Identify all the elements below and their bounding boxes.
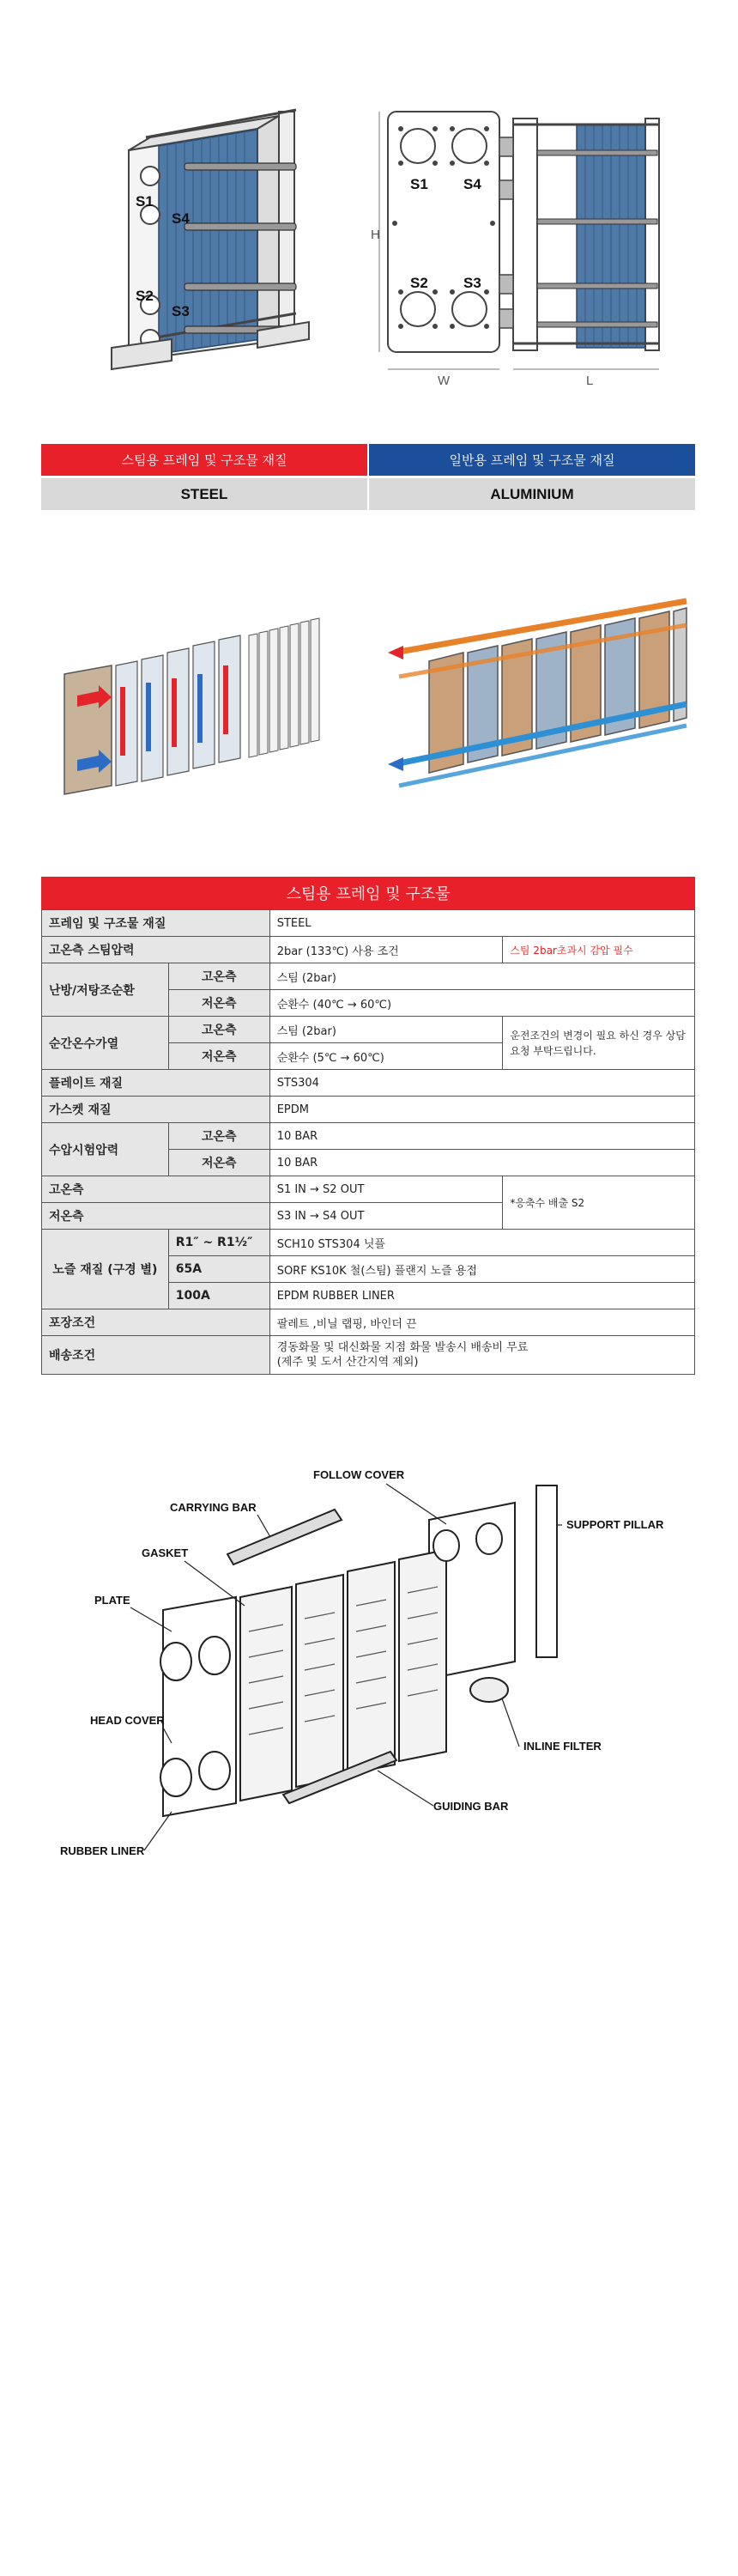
nozzle-r1: R1″ ~ R1½″ <box>168 1230 269 1256</box>
heating-label: 난방/저탕조순환 <box>42 963 169 1017</box>
port-cold-label: 저온측 <box>42 1203 270 1230</box>
table-row <box>42 1176 695 1203</box>
label-support-pillar: SUPPORT PILLAR <box>566 1518 664 1531</box>
packing-label: 포장조건 <box>42 1309 270 1336</box>
steam-exploded-illustration <box>64 618 319 794</box>
table-row <box>42 910 695 937</box>
port-note: *응축수 배출 S2 <box>503 1176 695 1230</box>
delivery-value-line-1: 경동화물 및 대신화물 지점 화물 발송시 배송비 무료 <box>276 1341 529 1354</box>
spec-title: 스팀용 프레임 및 구조물 <box>41 877 695 909</box>
nozzle-65-value: SORF KS10K 철(스팀) 플랜지 노즐 용접 <box>269 1256 694 1283</box>
test-hot-value: 10 BAR <box>269 1123 694 1150</box>
instant-hot-value: 스팀 (2bar) <box>269 1017 503 1043</box>
front-label-s4: S4 <box>463 176 481 192</box>
front-view <box>371 112 499 388</box>
carrying-bar-shape <box>227 1510 342 1564</box>
label-guiding-bar: GUIDING BAR <box>433 1800 509 1813</box>
front-label-s2: S2 <box>410 275 428 291</box>
test-cold-side: 저온측 <box>168 1150 269 1176</box>
frame-label: 프레임 및 구조물 재질 <box>42 910 270 937</box>
delivery-value-line-2: (제주 및 도서 산간지역 제외) <box>276 1356 419 1369</box>
general-material-value: ALUMINIUM <box>367 476 695 510</box>
delivery-value <box>269 1336 694 1375</box>
general-flow-illustration <box>388 601 687 786</box>
gasket-value: EPDM <box>269 1097 694 1123</box>
frame-value: STEEL <box>269 910 694 937</box>
instant-cold-value: 순환수 (5℃ → 60℃) <box>269 1043 503 1070</box>
test-label: 수압시험압력 <box>42 1123 169 1176</box>
heating-hot-value: 스팀 (2bar) <box>269 963 694 990</box>
table-row <box>42 1097 695 1123</box>
iso-label-s3: S3 <box>172 303 190 319</box>
steam-material-header: 스팀용 프레임 및 구조물 재질 <box>41 444 367 476</box>
label-inline-filter: INLINE FILTER <box>523 1740 602 1753</box>
iso-label-s1: S1 <box>136 193 154 210</box>
heating-hot-side: 고온측 <box>168 963 269 990</box>
flow-illustrations <box>0 584 738 807</box>
table-row <box>42 1230 695 1256</box>
spec-table <box>41 909 695 1375</box>
dim-w: W <box>438 374 451 388</box>
port-hot-label: 고온측 <box>42 1176 270 1203</box>
isometric-exchanger <box>112 110 309 369</box>
front-label-s3: S3 <box>463 275 481 291</box>
plate-label: 플레이트 재질 <box>42 1070 270 1097</box>
table-row <box>42 1017 695 1043</box>
table-row <box>42 1336 695 1375</box>
port-cold-value: S3 IN → S4 OUT <box>269 1203 503 1230</box>
heating-cold-value: 순환수 (40℃ → 60℃) <box>269 990 694 1017</box>
inline-filter-shape <box>470 1678 508 1702</box>
nozzle-100: 100A <box>168 1283 269 1309</box>
side-view <box>499 118 659 388</box>
dim-l: L <box>586 374 594 388</box>
table-row <box>42 1309 695 1336</box>
instant-label: 순간온수가열 <box>42 1017 169 1070</box>
steam-pressure-label: 고온측 스팀압력 <box>42 937 270 963</box>
nozzle-100-value: EPDM RUBBER LINER <box>269 1283 694 1309</box>
label-follow-cover: FOLLOW COVER <box>313 1468 405 1481</box>
steam-pressure-note: 스팀 2bar초과시 감압 필수 <box>503 937 695 963</box>
test-hot-side: 고온측 <box>168 1123 269 1150</box>
exploded-parts-diagram <box>0 1460 738 1906</box>
table-row <box>42 1123 695 1150</box>
delivery-label: 배송조건 <box>42 1336 270 1375</box>
nozzle-65: 65A <box>168 1256 269 1283</box>
heat-exchanger-dimension-diagram <box>0 0 738 404</box>
gasket-label: 가스켓 재질 <box>42 1097 270 1123</box>
heating-cold-side: 저온측 <box>168 990 269 1017</box>
steam-pressure-value: 2bar (133℃) 사용 조건 <box>269 937 503 963</box>
instant-hot-side: 고온측 <box>168 1017 269 1043</box>
nozzle-label: 노즐 재질 (구경 별) <box>42 1230 169 1309</box>
table-row <box>42 963 695 990</box>
dim-h: H <box>371 228 380 242</box>
material-comparison <box>41 444 695 510</box>
table-row <box>42 937 695 963</box>
label-rubber-liner: RUBBER LINER <box>60 1844 145 1857</box>
plate-value: STS304 <box>269 1070 694 1097</box>
front-label-s1: S1 <box>410 176 428 192</box>
table-row <box>42 1070 695 1097</box>
iso-label-s2: S2 <box>136 288 154 304</box>
label-head-cover: HEAD COVER <box>90 1714 165 1727</box>
nozzle-r1-value: SCH10 STS304 닛플 <box>269 1230 694 1256</box>
steam-material-value: STEEL <box>41 476 367 510</box>
instant-cold-side: 저온측 <box>168 1043 269 1070</box>
packing-value: 팔레트 ,비닐 랩핑, 바인더 끈 <box>269 1309 694 1336</box>
port-hot-value: S1 IN → S2 OUT <box>269 1176 503 1203</box>
test-cold-value: 10 BAR <box>269 1150 694 1176</box>
label-gasket: GASKET <box>142 1546 189 1559</box>
general-material-header: 일반용 프레임 및 구조물 재질 <box>367 444 695 476</box>
iso-label-s4: S4 <box>172 210 190 227</box>
steam-spec-section <box>41 877 695 1375</box>
label-carrying-bar: CARRYING BAR <box>170 1501 257 1514</box>
label-plate: PLATE <box>94 1594 130 1607</box>
instant-note: 운전조건의 변경이 필요 하신 경우 상담요청 부탁드립니다. <box>503 1017 695 1070</box>
